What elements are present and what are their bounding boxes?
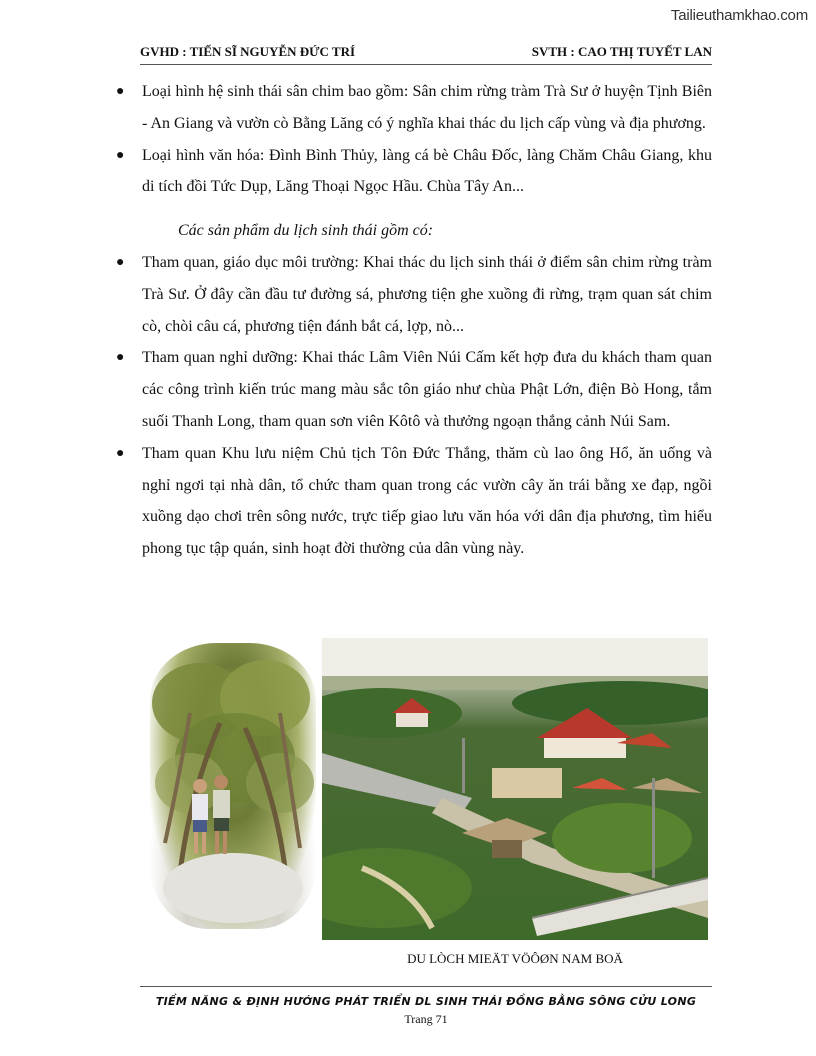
- footer-rule: [140, 986, 712, 987]
- body-text: [116, 76, 712, 565]
- watermark: Tailieuthamkhao.com: [670, 7, 808, 24]
- list-item-text: Tham quan Khu lưu niệm Chủ tịch Tôn Đức Thắng, thăm cù lao ông Hổ, ăn uống và nghỉ ngơi tại nhà dân, tổ chức tham quan trong các vườn cây ăn trái bằng xe đạp, ngồi xuồng dạo chơi trên sông nước, trực tiếp giao lưu văn hóa với dân địa phương, tìm hiểu phong tục tập quán, sinh hoạt đời thường của dân vùng này.: [142, 444, 712, 558]
- section-heading: Các sản phẩm du lịch sinh thái gồm có:: [178, 222, 434, 240]
- list-item: [116, 342, 712, 437]
- bullet-icon: ●: [116, 84, 125, 99]
- page-header: [140, 44, 712, 60]
- list-item: [116, 76, 712, 140]
- list-item-text: Loại hình văn hóa: Đình Bình Thủy, làng cá bè Châu Đốc, làng Chăm Châu Giang, khu di tích đồi Tức Dụp, Lăng Thoại Ngọc Hầu. Chùa Tây An...: [142, 146, 712, 196]
- header-rule: [140, 64, 712, 65]
- list-item: [116, 438, 712, 565]
- page-number: Trang 71: [404, 1012, 448, 1026]
- bullet-icon: ●: [116, 254, 125, 270]
- list-item-text: Loại hình hệ sinh thái sân chim bao gồm: Sân chim rừng tràm Trà Sư ở huyện Tịnh Biên - An Giang và vườn cò Bằng Lăng có ý nghĩa khai thác du lịch cấp vùng và địa phương.: [142, 83, 712, 132]
- list-item-text: Tham quan, giáo dục môi trường: Khai thác du lịch sinh thái ở điểm sân chim rừng tràm Trà Sư. Ở đây cần đầu tư đường sá, phương tiện ghe xuồng đi rừng, trạm quan sát chim cò, chòi câu cá, phương tiện đánh bắt cá, lợp, nò...: [142, 253, 712, 335]
- southern-village-photo: [322, 638, 708, 940]
- bullet-icon: ●: [116, 147, 125, 163]
- bullet-icon: ●: [116, 350, 125, 366]
- list-item: [116, 247, 712, 342]
- list-item: [116, 140, 712, 204]
- header-advisor: GVHD : TIẾN SĨ NGUYỄN ĐỨC TRÍ: [140, 44, 356, 59]
- orchard-couple-photo: [150, 643, 316, 929]
- header-student: SVTH : CAO THỊ TUYẾT LAN: [531, 44, 712, 59]
- list-item-text: Tham quan nghỉ dưỡng: Khai thác Lâm Viên Núi Cấm kết hợp đưa du khách tham quan các công trình kiến trúc mang màu sắc tôn giáo như chùa Phật Lớn, điện Bò Hong, tắm suối Thanh Long, tham quan sơn viên Kôtô và thưởng ngoạn thắng cảnh Núi Sam.: [142, 349, 712, 430]
- bullet-icon: ●: [116, 445, 125, 461]
- footer-title: TIỀM NĂNG & ĐỊNH HƯỚNG PHÁT TRIỂN DL SINH THÁI ĐỒNG BẰNG SÔNG CỬU LONG: [155, 995, 697, 1008]
- photo-caption: DU LÒCH MIEÄT VÖÔØN NAM BOÄ: [407, 951, 623, 966]
